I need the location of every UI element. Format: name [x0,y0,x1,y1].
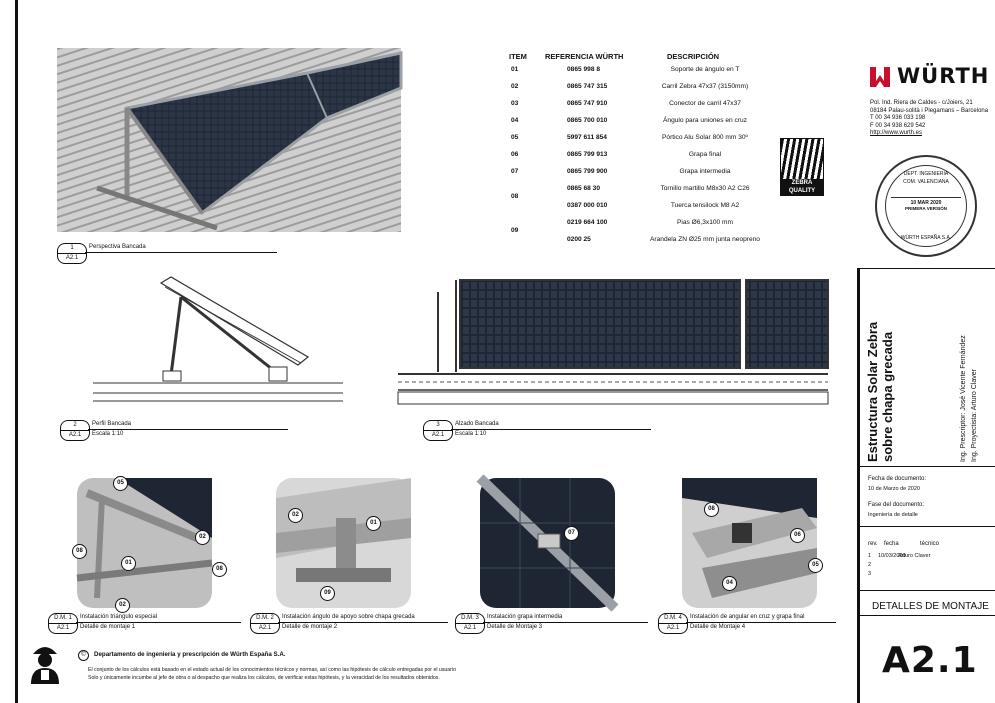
title-block-frame [857,268,860,703]
company-name: WÜRTH [897,64,990,88]
parts-reference: 0865 68 30 [567,185,601,192]
parts-table-row [505,66,775,78]
parts-item-number: 01 [511,66,519,73]
revision-row [868,552,988,561]
detail-tag: 07 [564,526,579,541]
detail-tag: 05 [808,558,823,573]
parts-reference: 0387 000 010 [567,202,608,209]
parts-description: Grapa final [688,151,722,158]
parts-table-row [505,236,775,248]
col-desc: DESCRIPCIÓN [667,52,720,61]
parts-description: Carril Zebra 47x37 (3150mm) [661,83,749,90]
copyright-icon: © [78,650,89,661]
parts-reference: 0865 799 900 [567,168,608,175]
revision-tecnico: Arturo Claver [898,553,931,559]
detail-image-2 [276,478,411,608]
title-rotated: Estructura Solar Zebra sobre chapa grecada [865,321,895,462]
col-ref: REFERENCIA WÜRTH [545,52,624,61]
detail-tag: 06 [790,528,805,543]
caption-detail-4: D.M. 4 A2.1 Instalación de angular en cruz y grapa final Detalle de Montaje 4 [658,613,848,635]
revision-rev: 3 [868,571,872,577]
detail-image-1 [76,478,223,608]
parts-table [505,52,775,243]
detail-tag: 01 [366,516,381,531]
parts-item-number: 06 [511,151,519,158]
detail-tag: 01 [121,556,136,571]
parts-item-number: 05 [511,134,519,141]
parts-description: Tuerca tensilock M8 A2 [670,202,740,209]
parts-table-row [505,202,775,214]
detail-image-3 [480,478,615,608]
zebra-quality-logo: ZEBRA QUALITY [780,138,824,196]
parts-reference: 0219 664 100 [567,219,608,226]
detail-image-4 [682,478,817,608]
revision-table: rev. fecha técnico 1 10/03/2020 Arturo Claver 2 3 [868,540,988,550]
detail-tag: 02 [115,598,130,613]
footer-department: Departamento de ingeniería y prescripción de Würth España S.A. [94,651,286,658]
detail-tag: 08 [72,544,87,559]
caption-view-3: 3 A2.1 Alzado Bancada Escala 1:10 [423,420,663,442]
col-item: ITEM [509,52,527,61]
engineers-rotated: Ing. Prescriptor: José Vicente Fernández Ing. Proyectista: Arturo Claver [960,335,978,462]
footer-note: El conjunto de los cálculos está basado en el estado actual de los conocimientos técnicos y normas, así como las hipótesis de cálculo entregadas por el usuario Solo y únicamente incumbe al jefe de obra o al despacho que realiza los cálculos, de verificar estas hipótesis, y la veracidad de los resultados obtenidos. [88,667,456,681]
detail-tag: 02 [288,508,303,523]
parts-item-number: 03 [511,100,519,107]
caption-view-1: 1 A2.1 Perspectiva Bancada [57,243,277,265]
sheet-title: DETALLES DE MONTAJE [872,601,989,612]
parts-item-number: 02 [511,83,519,90]
sheet-left-border [15,0,18,703]
parts-reference: 0865 799 913 [567,151,608,158]
parts-description: Soporte de ángulo en T [670,66,740,73]
approval-stamp: DEPT. INGENIERIA COM. VALENCIANA 10 MAR 2020 PRIMERA VERSIÓN WÜRTH ESPAÑA S.A. [875,155,977,257]
parts-table-row [505,151,775,163]
caption-detail-1: D.M. 1 A2.1 Instalación triángulo especial Detalle de montaje 1 [48,613,248,635]
parts-reference: 0865 747 910 [567,100,608,107]
detail-tag: 09 [320,586,335,601]
parts-item-number: 04 [511,117,519,124]
parts-item-number: 07 [511,168,519,175]
parts-reference: 5997 611 854 [567,134,607,141]
perspective-view-image [57,48,401,232]
parts-description: Ángulo para uniones en cruz [663,117,747,124]
parts-reference: 0865 700 010 [567,117,608,124]
wurth-logo [868,64,990,90]
revision-row [868,561,988,570]
parts-item-number: 09 [511,227,519,234]
revision-rev: 1 [868,553,872,559]
company-web-link[interactable]: http://www.wurth.es [870,130,923,136]
caption-view-2: 2 A2.1 Perfil Bancada Escala 1:10 [60,420,300,442]
detail-tag: 08 [212,562,227,577]
detail-tag: 08 [704,502,719,517]
document-date: Fecha de documento: 10 de Marzo de 2020 [868,476,927,492]
parts-reference: 0865 998 8 [567,66,601,73]
caption-detail-3: D.M. 3 A2.1 Instalación grapa intermedia Detalle de Montaje 3 [455,613,655,635]
elevation-view-drawing [398,272,828,412]
detail-tag: 02 [195,530,210,545]
parts-description: Arandela ZN Ø25 mm junta neopreno [650,236,760,243]
engineer-icon [27,640,63,684]
parts-reference: 0200 25 [567,236,591,243]
company-address: Pol. Ind. Riera de Caldes - c/Joiers, 21 08184 Palau-solità i Plegamans – Barcelona T 00 34 936 033 198 F 00 34 938 629 542 http://www.wurth.es [870,100,989,136]
document-phase: Fase del documento: Ingeniería de detalle [868,502,925,518]
detail-tag: 04 [722,576,737,591]
parts-table-row [505,117,775,129]
parts-table-row [505,100,775,112]
revision-rev: 2 [868,562,872,568]
parts-description: Pias Ø6,3x100 mm [676,219,734,226]
parts-table-row [505,134,775,146]
parts-table-row [505,185,775,200]
caption-detail-2: D.M. 2 A2.1 Instalación ángulo de apoyo sobre chapa grecada Detalle de montaje 2 [250,613,450,635]
parts-table-row [505,83,775,95]
parts-table-row [505,219,775,234]
detail-tag: 05 [113,476,128,491]
parts-item-number: 08 [511,193,519,200]
parts-reference: 0865 747 315 [567,83,608,90]
parts-description: Pórtico Alu Solar 800 mm 30º [662,134,748,141]
wurth-emblem-icon [868,65,896,89]
parts-table-row [505,168,775,180]
parts-description: Tornillo martillo M8x30 A2 C26 [660,185,750,192]
parts-description: Grapa intermedia [679,168,731,175]
profile-view-drawing [93,275,343,410]
revision-row [868,570,988,579]
sheet-code: A2.1 [882,640,978,681]
revision-fecha: 10/03/2020 [878,553,906,559]
parts-description: Conector de carril 47x37 [669,100,741,107]
